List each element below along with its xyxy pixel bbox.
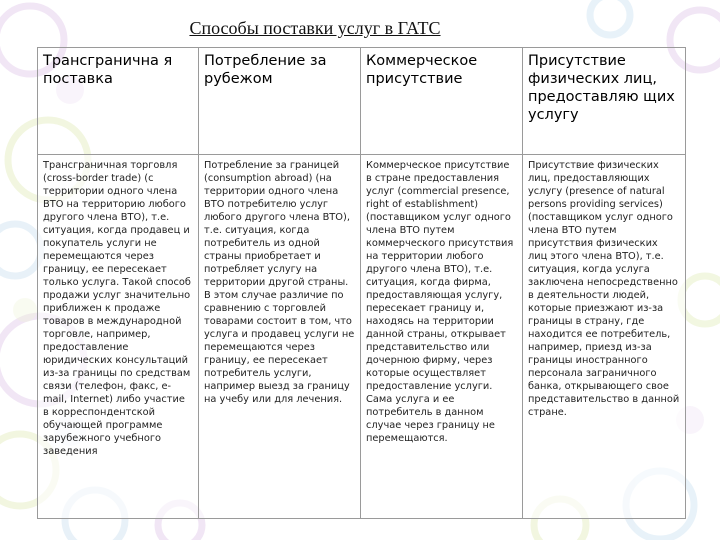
table-header-row: [38, 48, 686, 155]
header-cross-border-supply: Трансгранична я поставка: [38, 48, 199, 155]
slide-title: [0, 18, 630, 39]
header-commercial-presence: Коммерческое присутствие: [361, 48, 523, 155]
header-presence-natural-persons: Присутствие физических лиц, предоставляю щих услугу: [523, 48, 686, 155]
slide-title-text: Способы поставки услуг в ГАТС: [189, 18, 441, 38]
supply-modes-table: [37, 47, 686, 519]
header-consumption-abroad: Потребление за рубежом: [199, 48, 361, 155]
cell-presence-natural-persons: Присутствие физических лиц, предоставляющих услугу (presence of natural persons providing services) (поставщиком услуг одного члена ВТО путем присутствия физических лиц этого члена ВТО), т.е. ситуация, когда услуга заключена непосредственно в деятельности людей, которые приезжают из-за границы в страну, где находится ее потребитель, например, приезд из-за границы иностранного персонала заграничного банка, открывающего свое представительство в данной стране.: [523, 155, 686, 519]
cell-cross-border-supply: Трансграничная торговля (cross-border trade) (с территории одного члена ВТО на территорию любого другого члена ВТО), т.е. ситуация, когда продавец и покупатель услуги не перемещаются через границу, ее пересекает только услуга. Такой способ продажи услуг значительно приближен к продаже товаров в международной торговле, например, предоставление юридических консультаций из-за границы по средствам связи (телефон, факс, e-mail, Internet) либо участие в корреспондентской обучающей программе зарубежного учебного заведения: [38, 155, 199, 519]
cell-consumption-abroad: Потребление за границей (consumption abroad) (на территории одного члена ВТО потребителю услуг любого другого члена ВТО), т.е. ситуация, когда потребитель из одной страны приобретает и потребляет услугу на территории другой страны. В этом случае различие по сравнению с торговлей товарами состоит в том, что услуга и продавец услуги не перемещаются через границу, ее пересекает потребитель услуги, например выезд за границу на учебу или для лечения.: [199, 155, 361, 519]
cell-commercial-presence: Коммерческое присутствие в стране предоставления услуг (commercial presence, right of establishment) (поставщиком услуг одного члена ВТО путем коммерческого присутствия на территории любого другого члена ВТО), т.е. ситуация, когда фирма, предоставляющая услугу, пересекает границу и, находясь на территории данной страны, открывает представительство или дочернюю фирму, через которые осуществляет предоставление услуги. Сама услуга и ее потребитель в данном случае через границу не перемещаются.: [361, 155, 523, 519]
table-row: [38, 155, 686, 519]
